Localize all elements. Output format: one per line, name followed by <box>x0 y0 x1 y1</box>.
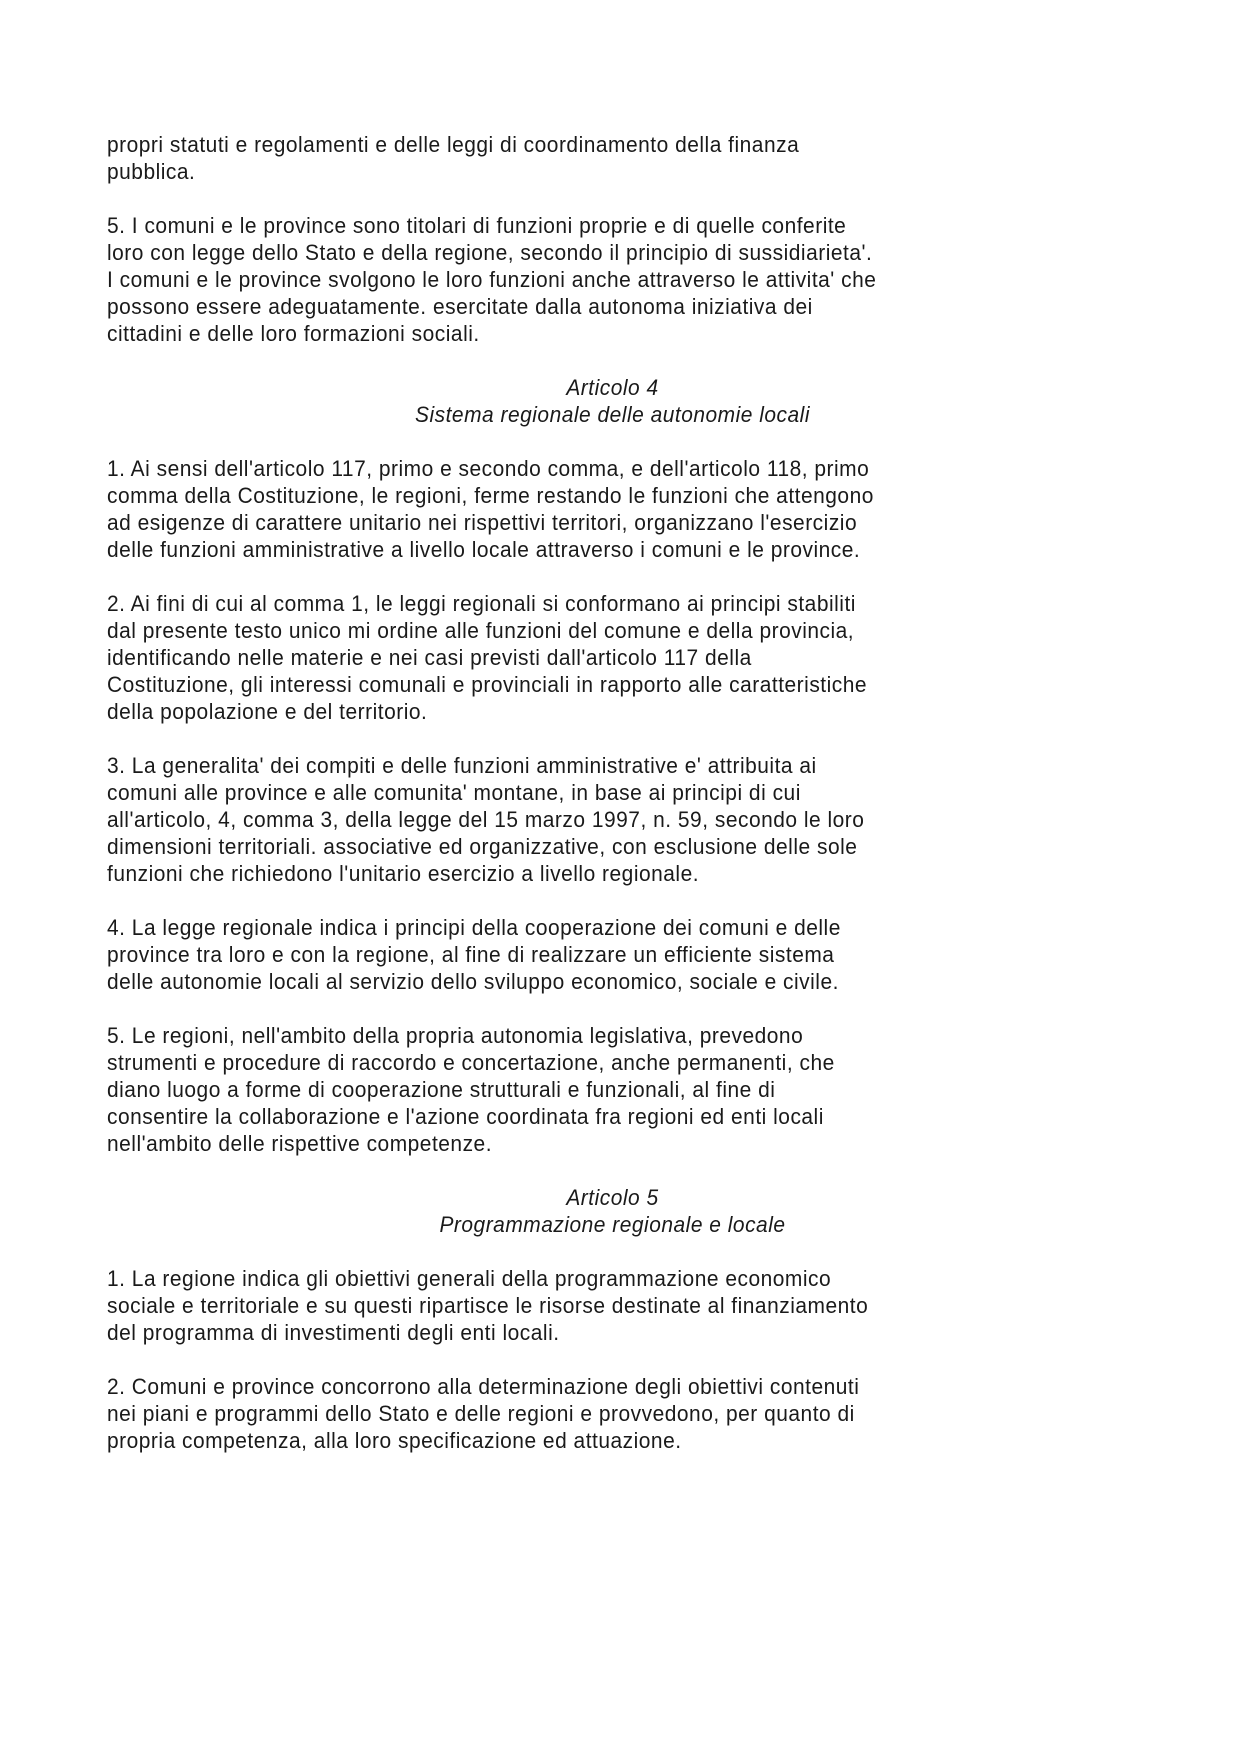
article-title: Sistema regionale delle autonomie locali <box>414 402 811 427</box>
text-line: cittadini e delle loro formazioni sociali. <box>107 321 480 346</box>
text-line: 1. Ai sensi dell'articolo 117, primo e secondo comma, e dell'articolo 118, primo <box>107 456 870 481</box>
text-line: dimensioni territoriali. associative ed organizzative, con esclusione delle sole <box>107 834 858 859</box>
text-line: 5. Le regioni, nell'ambito della propria autonomia legislativa, prevedono <box>107 1023 804 1048</box>
text-line: dal presente testo unico mi ordine alle funzioni del comune e della provincia, <box>107 618 855 643</box>
text-line: propria competenza, alla loro specificazione ed attuazione. <box>107 1428 682 1453</box>
text-line: Costituzione, gli interessi comunali e provinciali in rapporto alle caratteristiche <box>107 672 868 697</box>
text-line: identificando nelle materie e nei casi previsti dall'articolo 117 della <box>107 645 752 670</box>
text-line: nei piani e programmi dello Stato e delle regioni e provvedono, per quanto di <box>107 1401 855 1426</box>
text-line: consentire la collaborazione e l'azione coordinata fra regioni ed enti locali <box>107 1104 824 1129</box>
text-line: 3. La generalita' dei compiti e delle funzioni amministrative e' attribuita ai <box>107 753 817 778</box>
text-line: 4. La legge regionale indica i principi della cooperazione dei comuni e delle <box>107 915 841 940</box>
article-title: Programmazione regionale e locale <box>439 1212 786 1237</box>
text-line: della popolazione e del territorio. <box>107 699 428 724</box>
text-line: 1. La regione indica gli obiettivi generali della programmazione economico <box>107 1266 832 1291</box>
text-line: sociale e territoriale e su questi ripartisce le risorse destinate al finanziamento <box>107 1293 869 1318</box>
text-line: comuni alle province e alle comunita' montane, in base ai principi di cui <box>107 780 801 805</box>
text-line: possono essere adeguatamente. esercitate dalla autonoma iniziativa dei <box>107 294 813 319</box>
article4-paragraph-5 <box>107 1022 1137 1157</box>
text-line: delle funzioni amministrative a livello locale attraverso i comuni e le province. <box>107 537 861 562</box>
article4-paragraph-4 <box>107 914 1137 995</box>
text-line: propri statuti e regolamenti e delle leggi di coordinamento della finanza <box>107 132 800 157</box>
article4-heading <box>107 374 1118 428</box>
article5-heading <box>107 1184 1118 1238</box>
text-line: diano luogo a forme di cooperazione strutturali e funzionali, al fine di <box>107 1077 776 1102</box>
text-line: 2. Comuni e province concorrono alla determinazione degli obiettivi contenuti <box>107 1374 860 1399</box>
text-line: delle autonomie locali al servizio dello sviluppo economico, sociale e civile. <box>107 969 839 994</box>
text-line: ad esigenze di carattere unitario nei rispettivi territori, organizzano l'esercizio <box>107 510 858 535</box>
text-line: 5. I comuni e le province sono titolari di funzioni proprie e di quelle conferite <box>107 213 847 238</box>
text-line: comma della Costituzione, le regioni, ferme restando le funzioni che attengono <box>107 483 874 508</box>
intro-paragraph <box>107 131 1137 185</box>
text-line: strumenti e procedure di raccordo e concertazione, anche permanenti, che <box>107 1050 835 1075</box>
article4-paragraph-1 <box>107 455 1137 563</box>
article3-paragraph-5 <box>107 212 1137 347</box>
text-line: all'articolo, 4, comma 3, della legge del 15 marzo 1997, n. 59, secondo le loro <box>107 807 865 832</box>
article-number: Articolo 4 <box>566 375 659 400</box>
article5-paragraph-2 <box>107 1373 1137 1454</box>
article-number: Articolo 5 <box>566 1185 659 1210</box>
article4-paragraph-2 <box>107 590 1137 725</box>
text-line: I comuni e le province svolgono le loro funzioni anche attraverso le attivita' che <box>107 267 877 292</box>
article5-paragraph-1 <box>107 1265 1137 1346</box>
text-line: funzioni che richiedono l'unitario esercizio a livello regionale. <box>107 861 700 886</box>
text-line: province tra loro e con la regione, al fine di realizzare un efficiente sistema <box>107 942 835 967</box>
text-line: loro con legge dello Stato e della regione, secondo il principio di sussidiarieta'. <box>107 240 873 265</box>
text-line: nell'ambito delle rispettive competenze. <box>107 1131 493 1156</box>
text-line: del programma di investimenti degli enti locali. <box>107 1320 560 1345</box>
article4-paragraph-3 <box>107 752 1137 887</box>
text-line: 2. Ai fini di cui al comma 1, le leggi regionali si conformano ai principi stabiliti <box>107 591 856 616</box>
text-line: pubblica. <box>107 159 196 184</box>
document-page <box>107 131 1137 1481</box>
